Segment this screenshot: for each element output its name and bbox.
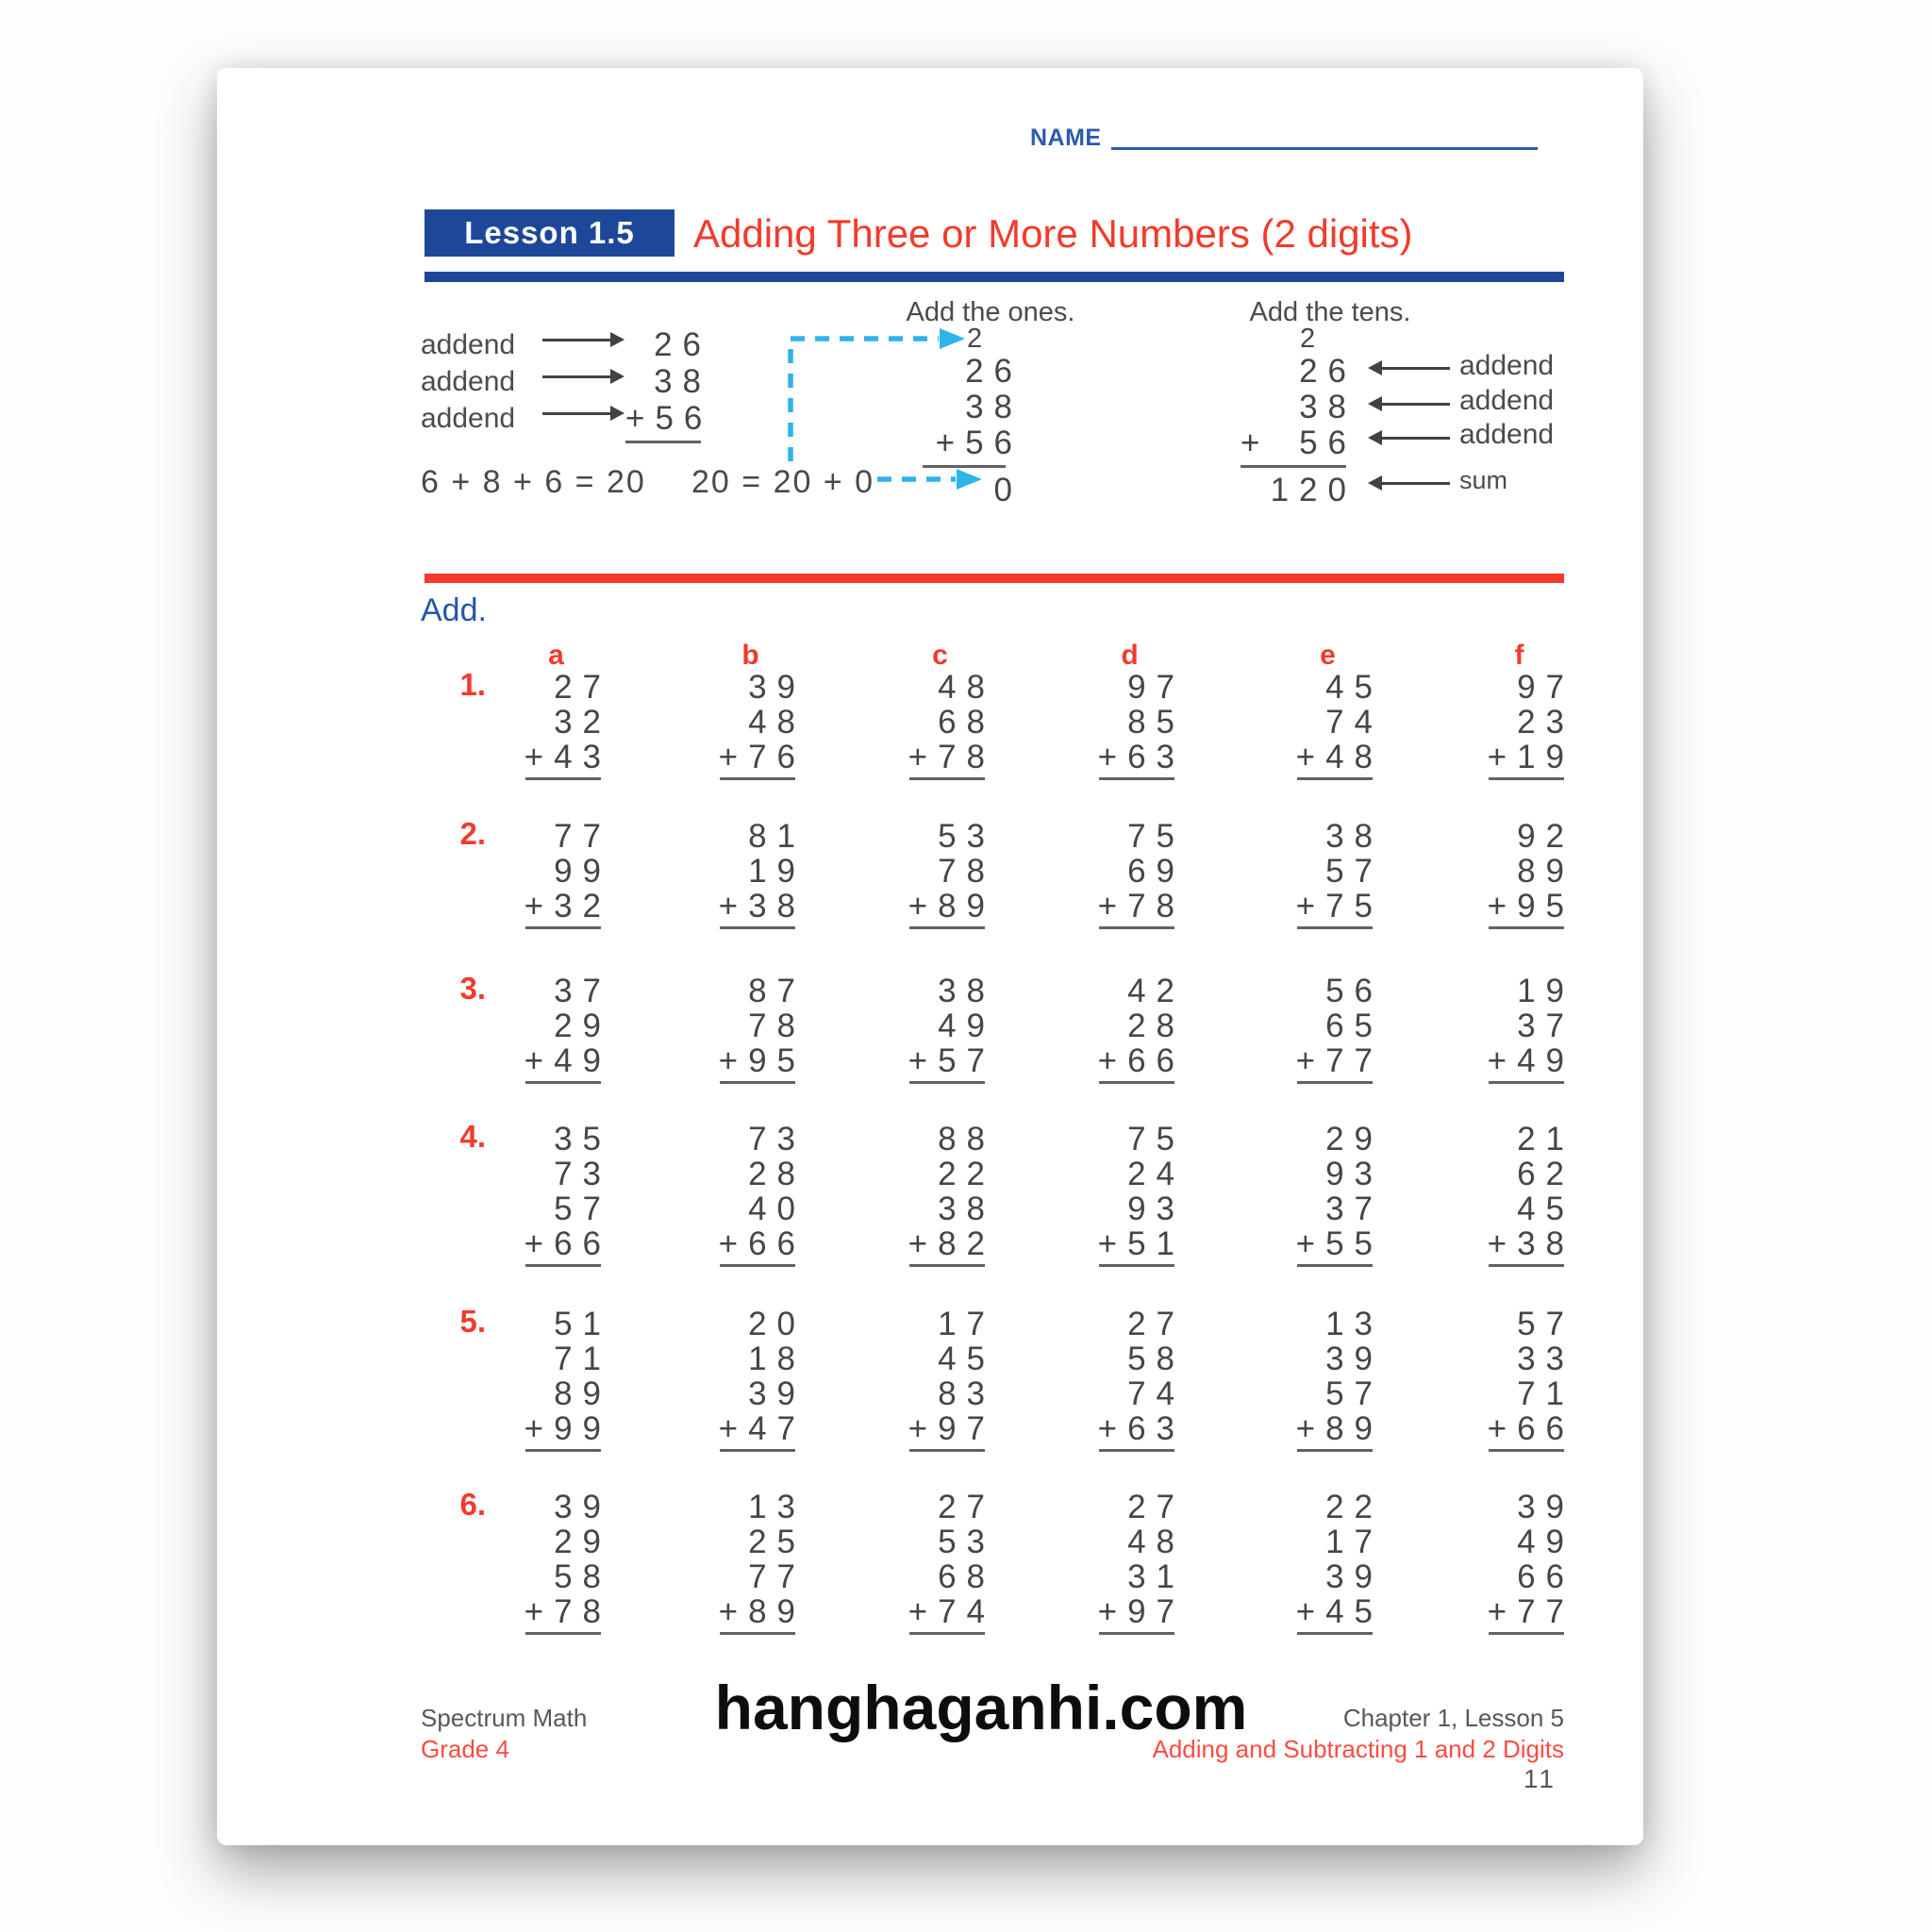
problem-6a bbox=[511, 1489, 611, 1669]
addend-line: 83 bbox=[938, 1375, 995, 1412]
addend-line: 31 bbox=[1127, 1558, 1185, 1595]
addend-line: +63 bbox=[1097, 739, 1185, 775]
addend-line: 33 bbox=[1517, 1341, 1574, 1377]
problem-3c bbox=[895, 973, 995, 1118]
lesson-badge bbox=[425, 209, 675, 257]
answer-space-4d[interactable] bbox=[1085, 1267, 1174, 1301]
ones-equation: 6 + 8 + 6 = 20 bbox=[421, 464, 646, 500]
addend-line: +66 bbox=[1097, 1042, 1185, 1079]
problem-3e bbox=[1283, 973, 1383, 1118]
row-number-2: 2. bbox=[459, 816, 486, 851]
addend-line: +43 bbox=[524, 739, 611, 775]
problem-6f bbox=[1474, 1489, 1574, 1669]
answer-space-6f[interactable] bbox=[1474, 1635, 1564, 1669]
addend-line: 29 bbox=[1325, 1121, 1383, 1158]
addend-line: +45 bbox=[1295, 1593, 1383, 1630]
addend-line: 68 bbox=[938, 704, 995, 741]
addend-line: +32 bbox=[524, 888, 611, 924]
answer-space-2a[interactable] bbox=[511, 929, 601, 963]
addend-line: 97 bbox=[1517, 669, 1574, 706]
problem-3d bbox=[1085, 973, 1185, 1118]
addend-line: 75 bbox=[1127, 818, 1185, 855]
addend-line: 25 bbox=[748, 1524, 806, 1560]
problem-6c bbox=[895, 1489, 995, 1669]
answer-space-2b[interactable] bbox=[706, 929, 795, 963]
addend-line: 27 bbox=[938, 1489, 995, 1525]
addend-line: 49 bbox=[938, 1008, 995, 1044]
addend-line: 27 bbox=[554, 669, 611, 706]
addend-line: +77 bbox=[1295, 1042, 1383, 1079]
addend-line: 97 bbox=[1127, 669, 1185, 706]
problem-4b bbox=[706, 1121, 806, 1301]
addend-line: +48 bbox=[1295, 739, 1383, 775]
column-letter-c: c bbox=[932, 640, 948, 671]
answer-space-6e[interactable] bbox=[1283, 1635, 1373, 1669]
problem-1e bbox=[1283, 669, 1383, 814]
addend-line: 22 bbox=[1325, 1489, 1383, 1525]
ones-carry-digit: 2 bbox=[967, 324, 983, 354]
addend-line: 57 bbox=[1325, 853, 1383, 890]
answer-space-4f[interactable] bbox=[1474, 1267, 1564, 1301]
addend-label-1: addend bbox=[421, 329, 516, 360]
addend-line: 39 bbox=[1325, 1558, 1383, 1595]
addend-line: 39 bbox=[748, 669, 806, 706]
addend-line: +38 bbox=[718, 888, 806, 924]
answer-space-6d[interactable] bbox=[1085, 1635, 1174, 1669]
addend-line: 32 bbox=[554, 704, 611, 741]
answer-space-5a[interactable] bbox=[511, 1452, 601, 1486]
problem-1c bbox=[895, 669, 995, 814]
addend-line: 27 bbox=[1127, 1306, 1185, 1342]
problem-3a bbox=[511, 973, 611, 1118]
addend-line: 37 bbox=[554, 973, 611, 1009]
addend-line: 57 bbox=[554, 1191, 611, 1227]
footer-grade: Grade 4 bbox=[421, 1735, 509, 1763]
addend-line: 19 bbox=[748, 853, 806, 890]
problem-4c bbox=[895, 1121, 995, 1301]
answer-space-5b[interactable] bbox=[706, 1452, 795, 1486]
addend-line: 81 bbox=[748, 818, 806, 855]
addend-line: 39 bbox=[554, 1489, 611, 1525]
addend-line: 42 bbox=[1127, 973, 1185, 1009]
addend-line: +77 bbox=[1487, 1593, 1574, 1630]
addend-line: 77 bbox=[748, 1558, 806, 1595]
answer-space-5c[interactable] bbox=[895, 1452, 985, 1486]
addend-line: 29 bbox=[554, 1524, 611, 1560]
addend-line: 53 bbox=[938, 1524, 995, 1560]
answer-space-6b[interactable] bbox=[706, 1635, 795, 1669]
footer-chapter-subtitle: Adding and Subtracting 1 and 2 Digits bbox=[1152, 1735, 1564, 1763]
addend-line: 13 bbox=[748, 1489, 806, 1525]
worksheet-page bbox=[217, 68, 1643, 1845]
addend-line: 89 bbox=[1517, 853, 1574, 890]
addend-line: 39 bbox=[1325, 1341, 1383, 1377]
row-number-1: 1. bbox=[459, 667, 486, 702]
footer-chapter: Chapter 1, Lesson 5 bbox=[1342, 1704, 1564, 1732]
addend-line: 28 bbox=[1127, 1008, 1185, 1044]
addend-line: 85 bbox=[1127, 704, 1185, 741]
answer-space-3b[interactable] bbox=[706, 1084, 795, 1118]
addend-line: +99 bbox=[524, 1410, 611, 1447]
addend-line: 29 bbox=[554, 1008, 611, 1044]
problem-2d bbox=[1085, 818, 1185, 963]
addend-line: +89 bbox=[1295, 1410, 1383, 1447]
addend-line: 69 bbox=[1127, 853, 1185, 890]
addend-line: 22 bbox=[938, 1156, 995, 1192]
problem-5d bbox=[1085, 1306, 1185, 1486]
addend-line: 99 bbox=[554, 853, 611, 890]
answer-space-4c[interactable] bbox=[895, 1267, 985, 1301]
problem-6e bbox=[1283, 1489, 1383, 1669]
addend-label-3: addend bbox=[421, 403, 516, 434]
problem-5a bbox=[511, 1306, 611, 1486]
addend-line: 57 bbox=[1325, 1375, 1383, 1412]
example-ones-stack: 26 38 +56 0 bbox=[923, 354, 1012, 508]
addend-line: +78 bbox=[1097, 888, 1185, 924]
name-row bbox=[1030, 121, 1538, 150]
watermark: hanghaganhi.com bbox=[714, 1673, 1248, 1742]
addend-line: +38 bbox=[1487, 1225, 1574, 1262]
addend-line: +57 bbox=[908, 1042, 995, 1079]
addend-line: 73 bbox=[748, 1121, 806, 1158]
addend-line: +89 bbox=[908, 888, 995, 924]
column-letter-e: e bbox=[1320, 640, 1336, 671]
sum-label: sum bbox=[1459, 466, 1508, 494]
answer-space-5e[interactable] bbox=[1283, 1452, 1373, 1486]
tens-carry-digit: 2 bbox=[1300, 324, 1316, 354]
column-letter-b: b bbox=[741, 640, 759, 671]
answer-space-2c[interactable] bbox=[895, 929, 985, 963]
addend-line: +78 bbox=[908, 739, 995, 775]
addend-line: 40 bbox=[748, 1191, 806, 1227]
add-ones-heading: Add the ones. bbox=[906, 297, 1075, 327]
problem-4d bbox=[1085, 1121, 1185, 1301]
addend-line: 20 bbox=[748, 1306, 806, 1342]
problem-5b bbox=[706, 1306, 806, 1486]
addend-line: 58 bbox=[1127, 1341, 1185, 1377]
addend-line: 93 bbox=[1127, 1191, 1185, 1227]
problem-1d bbox=[1085, 669, 1185, 814]
addend-line: 58 bbox=[554, 1558, 611, 1595]
addend-line: 68 bbox=[938, 1558, 995, 1595]
addend-line: 62 bbox=[1517, 1156, 1574, 1192]
addend-line: 77 bbox=[554, 818, 611, 855]
lesson-title: Adding Three or More Numbers (2 digits) bbox=[693, 211, 1413, 256]
addend-line: 74 bbox=[1325, 704, 1383, 741]
answer-space-4e[interactable] bbox=[1283, 1267, 1373, 1301]
add-tens-heading: Add the tens. bbox=[1249, 297, 1411, 327]
addend-line: 49 bbox=[1517, 1524, 1574, 1560]
addend-line: +95 bbox=[718, 1042, 806, 1079]
addend-line: 37 bbox=[1517, 1008, 1574, 1044]
answer-space-2e[interactable] bbox=[1283, 929, 1373, 963]
instruction-add: Add. bbox=[421, 592, 487, 628]
problem-2f bbox=[1474, 818, 1574, 963]
addend-line: +74 bbox=[908, 1593, 995, 1630]
addend-line: 88 bbox=[938, 1121, 995, 1158]
addend-line: +49 bbox=[524, 1042, 611, 1079]
addend-line: +49 bbox=[1487, 1042, 1574, 1079]
addend-line: 89 bbox=[554, 1375, 611, 1412]
tens-addend-label-2: addend bbox=[1459, 385, 1555, 416]
addend-line: 75 bbox=[1127, 1121, 1185, 1158]
problem-5e bbox=[1283, 1306, 1383, 1486]
row-number-3: 3. bbox=[459, 971, 486, 1006]
addend-line: 21 bbox=[1517, 1121, 1574, 1158]
problem-2a bbox=[511, 818, 611, 963]
addend-line: 27 bbox=[1127, 1489, 1185, 1525]
problem-6d bbox=[1085, 1489, 1185, 1669]
row-number-4: 4. bbox=[459, 1119, 486, 1154]
addend-line: 45 bbox=[938, 1341, 995, 1377]
problem-1a bbox=[511, 669, 611, 814]
addend-line: +66 bbox=[718, 1225, 806, 1262]
addend-line: 66 bbox=[1517, 1558, 1574, 1595]
addend-line: 28 bbox=[748, 1156, 806, 1192]
addend-line: 93 bbox=[1325, 1156, 1383, 1192]
addend-line: 38 bbox=[938, 973, 995, 1009]
section-rule bbox=[425, 574, 1564, 583]
answer-space-3d[interactable] bbox=[1085, 1084, 1174, 1118]
addend-line: +47 bbox=[718, 1410, 806, 1447]
problem-2c bbox=[895, 818, 995, 963]
answer-space-1a[interactable] bbox=[511, 780, 601, 814]
answer-space-1d[interactable] bbox=[1085, 780, 1174, 814]
carry-dashed-arrows bbox=[217, 285, 1643, 530]
answer-space-3c[interactable] bbox=[895, 1084, 985, 1118]
problem-3f bbox=[1474, 973, 1574, 1118]
addend-line: +66 bbox=[1487, 1410, 1574, 1447]
addend-line: 71 bbox=[554, 1341, 611, 1377]
plus-sign: + bbox=[1241, 425, 1260, 461]
addend-line: 19 bbox=[1517, 973, 1574, 1009]
addend-line: 24 bbox=[1127, 1156, 1185, 1192]
answer-space-5f[interactable] bbox=[1474, 1452, 1564, 1486]
tens-addend-label-1: addend bbox=[1459, 350, 1555, 381]
addend-line: +76 bbox=[718, 739, 806, 775]
addend-line: +75 bbox=[1295, 888, 1383, 924]
addend-line: +89 bbox=[718, 1593, 806, 1630]
addend-line: +19 bbox=[1487, 739, 1574, 775]
addend-line: 74 bbox=[1127, 1375, 1185, 1412]
addend-line: 48 bbox=[1127, 1524, 1185, 1560]
addend-line: 71 bbox=[1517, 1375, 1574, 1412]
problem-6b bbox=[706, 1489, 806, 1669]
answer-space-5d[interactable] bbox=[1085, 1452, 1174, 1486]
addend-label-2: addend bbox=[421, 366, 516, 397]
answer-space-6a[interactable] bbox=[511, 1635, 601, 1669]
ones-result: 0 bbox=[993, 472, 1023, 508]
problem-2b bbox=[706, 818, 806, 963]
addend-line: 56 bbox=[1325, 973, 1383, 1009]
answer-space-2f[interactable] bbox=[1474, 929, 1564, 963]
addend-line: +63 bbox=[1097, 1410, 1185, 1447]
addend-line: +78 bbox=[524, 1593, 611, 1630]
addend-line: 87 bbox=[748, 973, 806, 1009]
lesson-badge-label: Lesson 1.5 bbox=[464, 215, 635, 250]
row-number-5: 5. bbox=[459, 1304, 486, 1339]
addend-line: 39 bbox=[748, 1375, 806, 1412]
answer-space-1f[interactable] bbox=[1474, 780, 1564, 814]
addend-line: 17 bbox=[938, 1306, 995, 1342]
problem-2e bbox=[1283, 818, 1383, 963]
tens-result: 120 bbox=[1270, 472, 1357, 508]
problem-4a bbox=[511, 1121, 611, 1301]
problem-5f bbox=[1474, 1306, 1574, 1486]
problem-4f bbox=[1474, 1121, 1574, 1301]
row-number-6: 6. bbox=[459, 1487, 486, 1522]
addend-line: 17 bbox=[1325, 1524, 1383, 1560]
addend-line: +82 bbox=[908, 1225, 995, 1262]
addend-line: 45 bbox=[1325, 669, 1383, 706]
addend-line: 48 bbox=[938, 669, 995, 706]
answer-space-1b[interactable] bbox=[706, 780, 795, 814]
addend-line: +97 bbox=[1097, 1593, 1185, 1630]
addend-line: 65 bbox=[1325, 1008, 1383, 1044]
page-number: 11 bbox=[1523, 1764, 1557, 1793]
answer-space-1e[interactable] bbox=[1283, 780, 1373, 814]
problem-1b bbox=[706, 669, 806, 814]
column-letter-f: f bbox=[1514, 640, 1524, 671]
answer-space-6c[interactable] bbox=[895, 1635, 985, 1669]
addend-line: 45 bbox=[1517, 1191, 1574, 1227]
addend-line: 39 bbox=[1517, 1489, 1574, 1525]
addend-line: 35 bbox=[554, 1121, 611, 1158]
addend-line: 18 bbox=[748, 1341, 806, 1377]
header-rule bbox=[425, 272, 1564, 282]
addend-line: 73 bbox=[554, 1156, 611, 1192]
addend-line: +97 bbox=[908, 1410, 995, 1447]
answer-space-1c[interactable] bbox=[895, 780, 985, 814]
addend-line: 37 bbox=[1325, 1191, 1383, 1227]
regroup-equation: 20 = 20 + 0 bbox=[691, 464, 875, 500]
addend-line: +55 bbox=[1295, 1225, 1383, 1262]
addend-line: 53 bbox=[938, 818, 995, 855]
answer-space-3f[interactable] bbox=[1474, 1084, 1564, 1118]
addend-line: 38 bbox=[1325, 818, 1383, 855]
example-left-stack: 26 38 +56 bbox=[625, 326, 701, 443]
addend-line: 38 bbox=[938, 1191, 995, 1227]
problem-1f bbox=[1474, 669, 1574, 814]
addend-line: 23 bbox=[1517, 704, 1574, 741]
addend-line: +66 bbox=[524, 1225, 611, 1262]
name-fill-in-line[interactable] bbox=[1111, 121, 1538, 150]
footer-series: Spectrum Math bbox=[421, 1704, 588, 1732]
tens-addend-label-3: addend bbox=[1459, 419, 1555, 450]
addend-line: 57 bbox=[1517, 1306, 1574, 1342]
addend-line: 48 bbox=[748, 704, 806, 741]
example-tens-stack: 26 38 + 56 120 bbox=[1241, 353, 1357, 508]
problem-5c bbox=[895, 1306, 995, 1486]
answer-space-4b[interactable] bbox=[706, 1267, 795, 1301]
addend-line: 13 bbox=[1325, 1306, 1383, 1342]
addend-line: 78 bbox=[748, 1008, 806, 1044]
name-label: NAME bbox=[1030, 125, 1102, 151]
addend-line: 92 bbox=[1517, 818, 1574, 855]
answer-space-3a[interactable] bbox=[511, 1084, 601, 1118]
addend-line: +51 bbox=[1097, 1225, 1185, 1262]
column-letter-d: d bbox=[1121, 640, 1139, 671]
addend-line: 78 bbox=[938, 853, 995, 890]
answer-space-4a[interactable] bbox=[511, 1267, 601, 1301]
addend-line: +95 bbox=[1487, 888, 1574, 924]
problem-4e bbox=[1283, 1121, 1383, 1301]
answer-space-3e[interactable] bbox=[1283, 1084, 1373, 1118]
answer-space-2d[interactable] bbox=[1085, 929, 1174, 963]
problem-3b bbox=[706, 973, 806, 1118]
column-letter-a: a bbox=[548, 640, 564, 671]
addend-line: 51 bbox=[554, 1306, 611, 1342]
